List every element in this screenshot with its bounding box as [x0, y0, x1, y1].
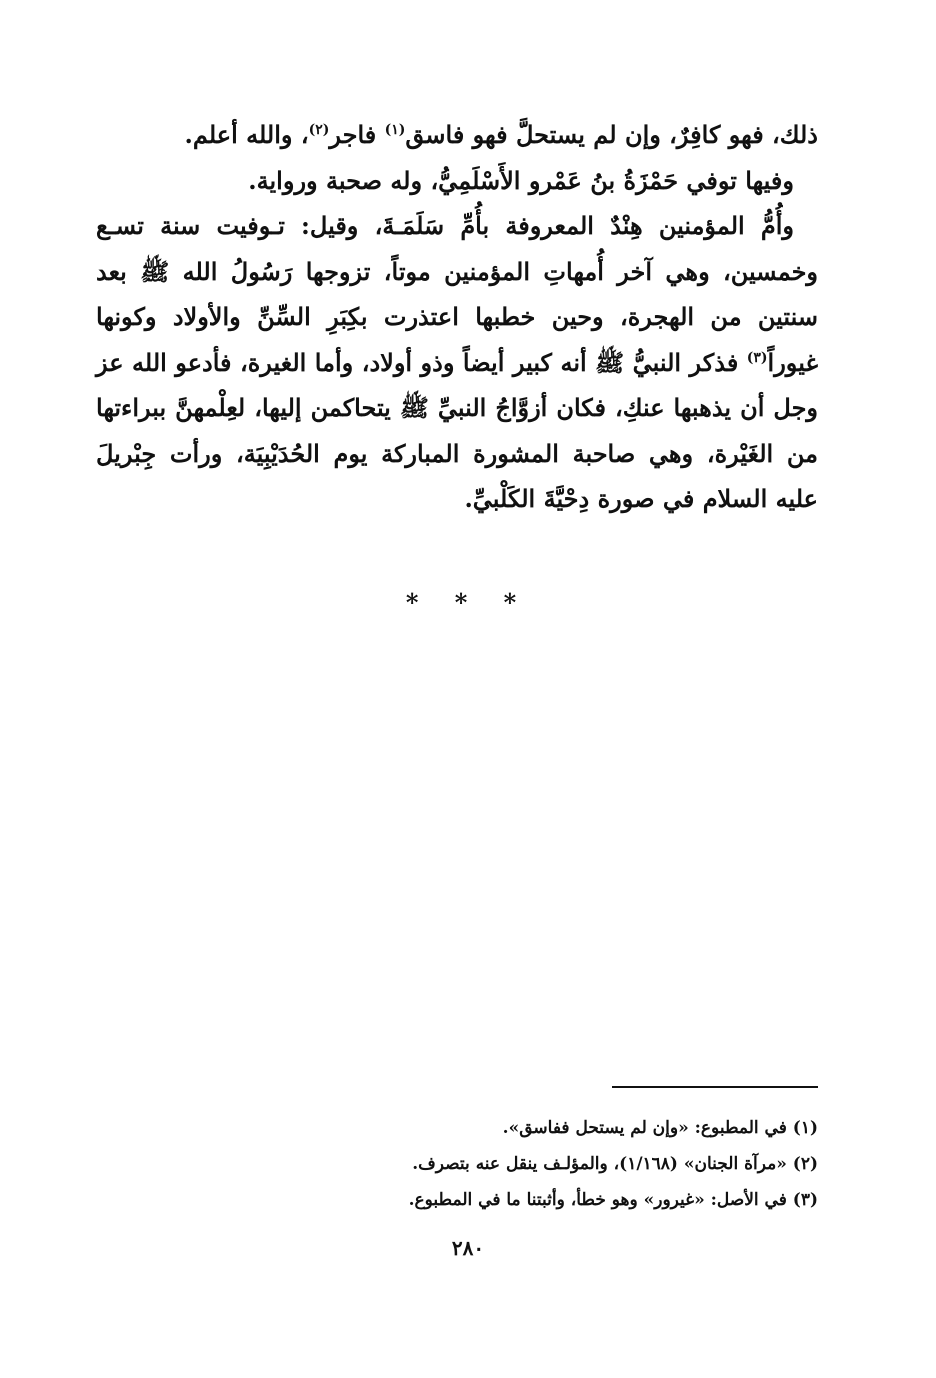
footnote-3: (٣) في الأصل: «غيرور» وهو خطأ، وأثبتنا ما في المطبوع. [408, 1190, 818, 1210]
paragraph-3 [96, 203, 818, 522]
page-number: ٢٨٠ [451, 1236, 485, 1260]
paragraph-1-text-b: فاجر [329, 120, 385, 149]
main-text [96, 112, 818, 522]
paragraph-1-text-a: ذلك، فهو كافِرٌ، وإن لم يستحلَّ فهو فاسق [405, 120, 818, 149]
footnote-ref-3[interactable]: (٣) [746, 349, 768, 366]
paragraph-3-text-a: وأُمُّ المؤمنين هِنْدٌ المعروفة بأُمِّ سَلَمَـةَ، وقيل: تـوفيت سنة تسـع وخمسين، وهي آخر أُمهاتِ المؤمنين موتاً، تزوجها رَسُولُ الله ﷺ بعد سنتين من الهجرة، وحين خطبها اعتذرت بكِبَرِ السِّنِّ والأولاد وكونها غيوراً [96, 211, 818, 377]
footnotes [96, 1110, 818, 1218]
paragraph-3-text-b: فذكر النبيُّ ﷺ أنه كبير أيضاً وذو أولاد، وأما الغيرة، فأدعو الله عز وجل أن يذهبها عنكِ، فكان أزوَّاجُ النبيِّ ﷺ يتحاكمن إليها، لعِلْمهنَّ ببراءتها من الغَيْرة، وهي صاحبة المشورة المباركة يوم الحُدَيْبِيَة، ورأت جِبْريلَ عليه السلام في صورة دِحْيَّةَ الكَلْبيِّ. [96, 347, 818, 513]
footnote-separator-rule [612, 1086, 818, 1088]
paragraph-1-text-c: ، والله أعلم. [184, 120, 309, 149]
footnote-1: (١) في المطبوع: «وإن لم يستحل ففاسق». [502, 1118, 818, 1138]
paragraph-2: وفيها توفي حَمْزَةُ بنُ عَمْرو الأَسْلَمِيُّ، وله صحبة ورواية. [248, 165, 794, 195]
footnote-ref-1[interactable]: (١) [384, 122, 406, 138]
footnote-2: (٢) «مرآة الجنان» (١/١٦٨)، والمؤلـف ينقل عنه بتصرف. [412, 1154, 818, 1174]
footnote-ref-2[interactable]: (٢) [308, 122, 330, 138]
paragraph-1 [96, 112, 818, 158]
section-divider-asterisks: * * * [405, 588, 531, 617]
